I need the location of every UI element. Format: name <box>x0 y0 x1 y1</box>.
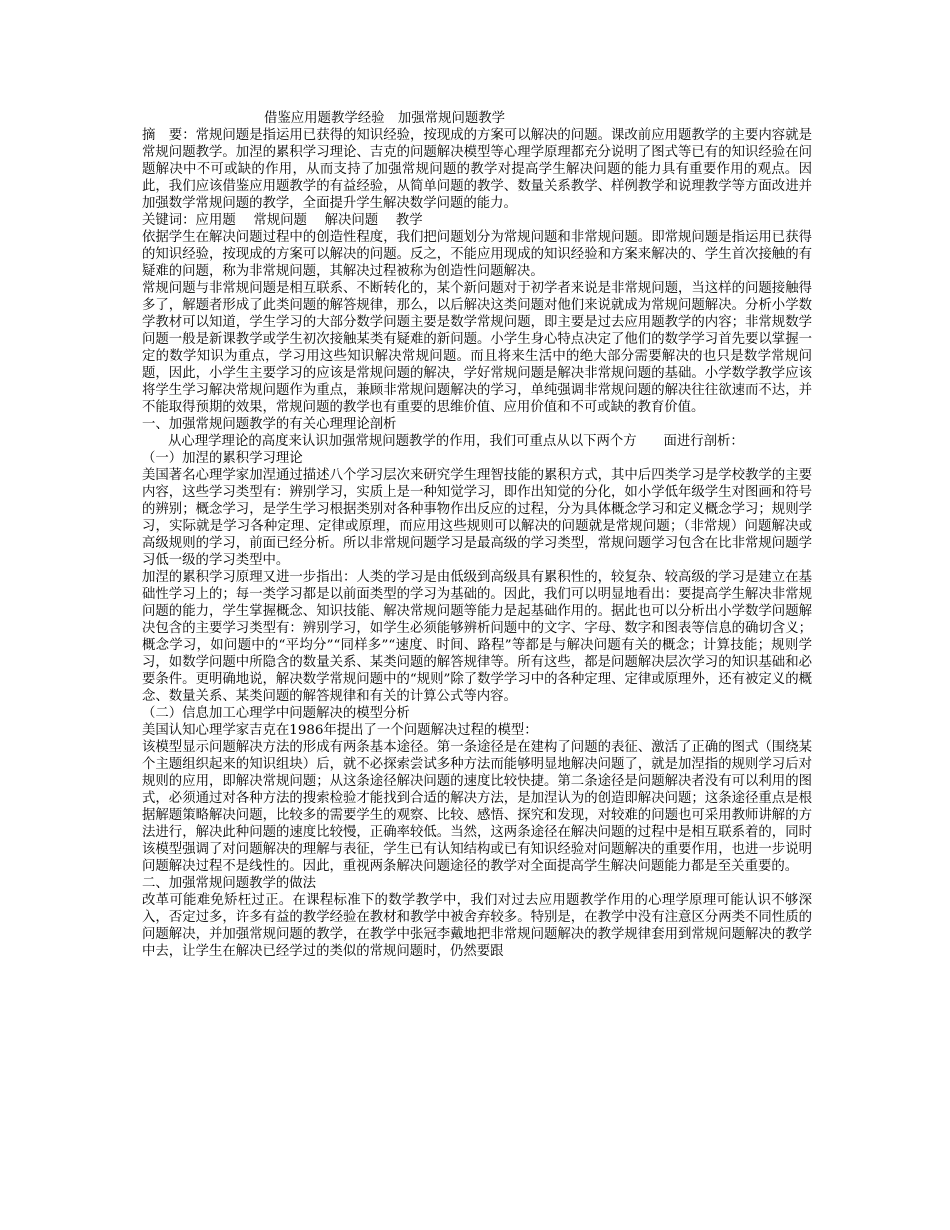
intro-paragraph-1: 依据学生在解决问题过程中的创造性程度，我们把问题划分为常规问题和非常规问题。即常规问题是指运用已获得的知识经验，按现成的方案可以解决的问题。反之，不能应用现成的知识经验和方案来解决的、学生首次接触的有疑难的问题，称为非常规问题，其解决过程被称为创造性问题解决。 <box>142 230 812 279</box>
abstract: 摘 要：常规问题是指运用已获得的知识经验，按现成的方案可以解决的问题。课改前应用题教学的主要内容就是常规问题教学。加涅的累积学习理论、吉克的问题解决模型等心理学原理都充分说明了图式等已有的知识经验在问题解决中不可或缺的作用，从而支持了加强常规问题的教学对提高学生解决问题的能力具有重要作用的观点。因此，我们应该借鉴应用题教学的有益经验，从简单问题的教学、数量关系教学、样例教学和说理教学等方面改进并加强数学常规问题的教学，全面提升学生解决数学问题的能力。 <box>142 128 812 211</box>
subsection-2-paragraph-2: 该模型显示问题解决方法的形成有两条基本途径。第一条途径是在建构了问题的表征、激活了正确的图式（围绕某个主题组织起来的知识组块）后，就不必探索尝试多种方法而能够明显地解决问题了，就是加涅指的规则学习后对规则的应用，即解决常规问题；从这条途径解决问题的速度比较快捷。第二条途径是问题解决者没有可以利用的图式，必须通过对各种方法的搜索检验才能找到合适的解决方法，是加涅认为的创造即解决问题；这条途径重点是根据解题策略解决问题，比较多的需要学生的观察、比较、感悟、探究和发现，对较难的问题也可采用教师讲解的方法进行，解决此种问题的速度比较慢，正确率较低。当然，这两条途径在解决问题的过程中是相互联系着的，同时该模型强调了对问题解决的理解与表征，学生已有认知结构或已有知识经验对问题解决的重要作用，也进一步说明问题解决过程不是线性的。因此，重视两条解决问题途径的教学对全面提高学生解决问题能力都是至关重要的。 <box>142 740 812 874</box>
document-title: 借鉴应用题教学经验 加强常规问题教学 <box>264 111 506 126</box>
keywords: 关键词：应用题 常规问题 解决问题 教学 <box>142 213 423 228</box>
section-2-paragraph-1: 改革可能难免矫枉过正。在课程标准下的数学教学中，我们对过去应用题教学作用的心理学原理可能认识不够深入，否定过多，许多有益的教学经验在教材和教学中被舍弃较多。特别是，在教学中没有注意区分两类不同性质的问题解决，并加强常规问题的教学，在教学中张冠李戴地把非常规问题解决的教学规律套用到常规问题解决的教学中去，让学生在解决已经学过的类似的常规问题时，仍然要跟 <box>142 893 812 959</box>
subsection-2-heading: （二）信息加工心理学中问题解决的模型分析 <box>142 706 410 721</box>
subsection-1-paragraph-2: 加涅的累积学习原理又进一步指出：人类的学习是由低级到高级具有累积性的，较复杂、较高级的学习是建立在基础性学习上的；每一类学习都是以前面类型的学习为基础的。因此，我们可以明显地看出：要提高学生解决非常规问题的能力，学生掌握概念、知识技能、解决常规问题等能力是起基础作用的。据此也可以分析出小学数学问题解决包含的主要学习类型有：辨别学习，如学生必须能够辨析问题中的文字、字母、数字和图表等信息的确切含义；概念学习，如问题中的“平均分”“同样多”“速度、时间、路程”等都是与解决问题有关的概念；计算技能；规则学习，如数学问题中所隐含的数量关系、某类问题的解答规律等。所有这些，都是问题解决层次学习的知识基础和必要条件。更明确地说，解决数学常规问题中的“规则”除了数学学习中的各种定理、定律或原理外，还有被定义的概念、数量关系、某类问题的解答规律和有关的计算公式等内容。 <box>142 570 812 704</box>
intro-paragraph-2: 常规问题与非常规问题是相互联系、不断转化的，某个新问题对于初学者来说是非常规问题，当这样的问题接触得多了，解题者形成了此类问题的解答规律，那么，以后解决这类问题对他们来说就成为常规问题解决。分析小学数学教材可以知道，学生学习的大部分数学问题主要是数学常规问题，即主要是过去应用题教学的内容；非常规数学问题一般是新课教学或学生初次接触某类有疑难的新问题。小学生身心特点决定了他们的数学学习首先要以掌握一定的数学知识为重点，学习用这些知识解决常规问题。而且将来生活中的绝大部分需要解决的也只是数学常规问题，因此，小学生主要学习的应该是常规问题的解决，学好常规问题是解决非常规问题的基础。小学数学教学应该将学生学习解决常规问题作为重点，兼顾非常规问题解决的学习，单纯强调非常规问题的解决往往欲速而不达，并不能取得预期的效果，常规问题的教学也有重要的思维价值、应用价值和不可或缺的教育价值。 <box>142 281 812 415</box>
section-1-intro: 从心理学理论的高度来认识加强常规问题教学的作用，我们可重点从以下两个方 面进行剖析： <box>168 434 744 449</box>
subsection-2-paragraph-1: 美国认知心理学家吉克在1986年提出了一个问题解决过程的模型： <box>142 723 538 738</box>
subsection-1-heading: （一）加涅的累积学习理论 <box>142 451 303 466</box>
section-1-heading: 一、加强常规问题教学的有关心理理论剖析 <box>142 417 397 432</box>
document-page <box>142 110 812 960</box>
subsection-1-paragraph-1: 美国著名心理学家加涅通过描述八个学习层次来研究学生理智技能的累积方式，其中后四类学习是学校教学的主要内容，这些学习类型有：辨别学习，实质上是一种知觉学习，即作出知觉的分化，如小学低年级学生对图画和符号的辨别；概念学习，是学生学习根据类别对各种事物作出反应的过程，分为具体概念学习和定义概念学习；规则学习，实际就是学习各种定理、定律或原理，而应用这些规则可以解决的问题就是常规问题；（非常规）问题解决或高级规则的学习，前面已经分析。所以非常规问题学习是最高级的学习类型，常规问题学习包含在比非常规问题学习低一级的学习类型中。 <box>142 468 812 568</box>
section-2-heading: 二、加强常规问题教学的做法 <box>142 876 317 891</box>
